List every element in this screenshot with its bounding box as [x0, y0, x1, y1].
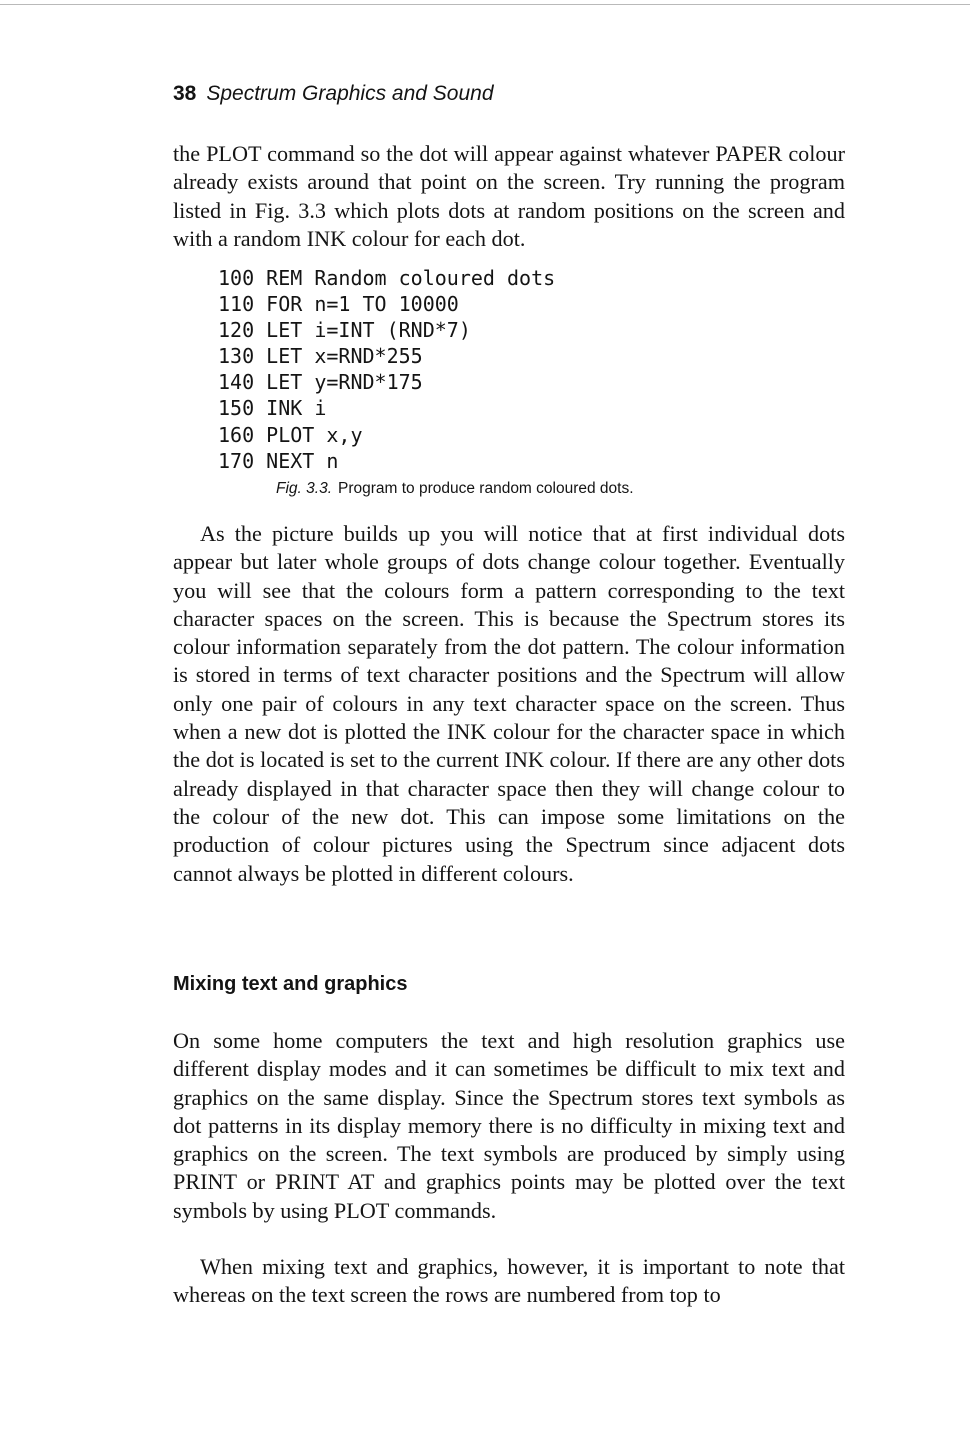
page-number: 38 [173, 82, 197, 105]
top-rule [0, 4, 970, 5]
book-title: Spectrum Graphics and Sound [206, 82, 494, 105]
code-line: 140 LET y=RND*175 [218, 370, 423, 395]
code-line: 120 LET i=INT (RND*7) [218, 318, 471, 343]
code-line: 110 FOR n=1 TO 10000 [218, 292, 459, 317]
figure-label: Fig. 3.3. [276, 480, 332, 497]
section-heading: Mixing text and graphics [173, 973, 408, 995]
figure-caption [276, 478, 634, 500]
paragraph-row-numbering: When mixing text and graphics, however, it is important to note that whereas on the text screen the rows are numbered from top to [173, 1254, 845, 1308]
paragraph-plot-intro: the PLOT command so the dot will appear against whatever PAPER colour already exists around that point on the screen. Try running the program listed in Fig. 3.3 which plots dots at random positions on the screen and with a random INK colour for each dot. [173, 141, 845, 251]
code-listing [218, 265, 555, 474]
figure-caption-text: Program to produce random coloured dots. [338, 480, 634, 497]
code-line: 100 REM Random coloured dots [218, 266, 556, 290]
code-line: 160 PLOT x,y [218, 422, 363, 447]
code-line: 150 INK i [218, 396, 327, 421]
paragraph-colour-explanation: As the picture builds up you will notice that at first individual dots appear but later whole groups of dots change colour together. Eventually you will see that the colours form a pattern corresponding to the text character spaces on the screen. This is because the Spectrum stores its colour information separately from the dot pattern. The colour information is stored in terms of text character positions and the Spectrum will allow only one pair of colours in any text character space on the screen. Thus when a new dot is plotted the INK colour for the character space in which the dot is located is set to the current INK colour. If there are any other dots already displayed in that character space then they will change colour to the colour of the new dot. This can impose some limitations on the production of colour pictures using the Spectrum since adjacent dots cannot always be plotted in different colours. [173, 521, 845, 886]
code-line: 170 NEXT n [218, 448, 339, 473]
code-line: 130 LET x=RND*255 [218, 344, 423, 369]
paragraph-mixing-text: On some home computers the text and high resolution graphics use different display modes and it can sometimes be difficult to mix text and graphics on the same display. Since the Spectrum stores text symbols as dot patterns in its display memory there is no difficulty in mixing text and graphics on the screen. The text symbols are produced by simply using PRINT or PRINT AT and graphics points may be plotted over the text symbols by using PLOT commands. [173, 1028, 845, 1223]
running-head [173, 80, 494, 108]
